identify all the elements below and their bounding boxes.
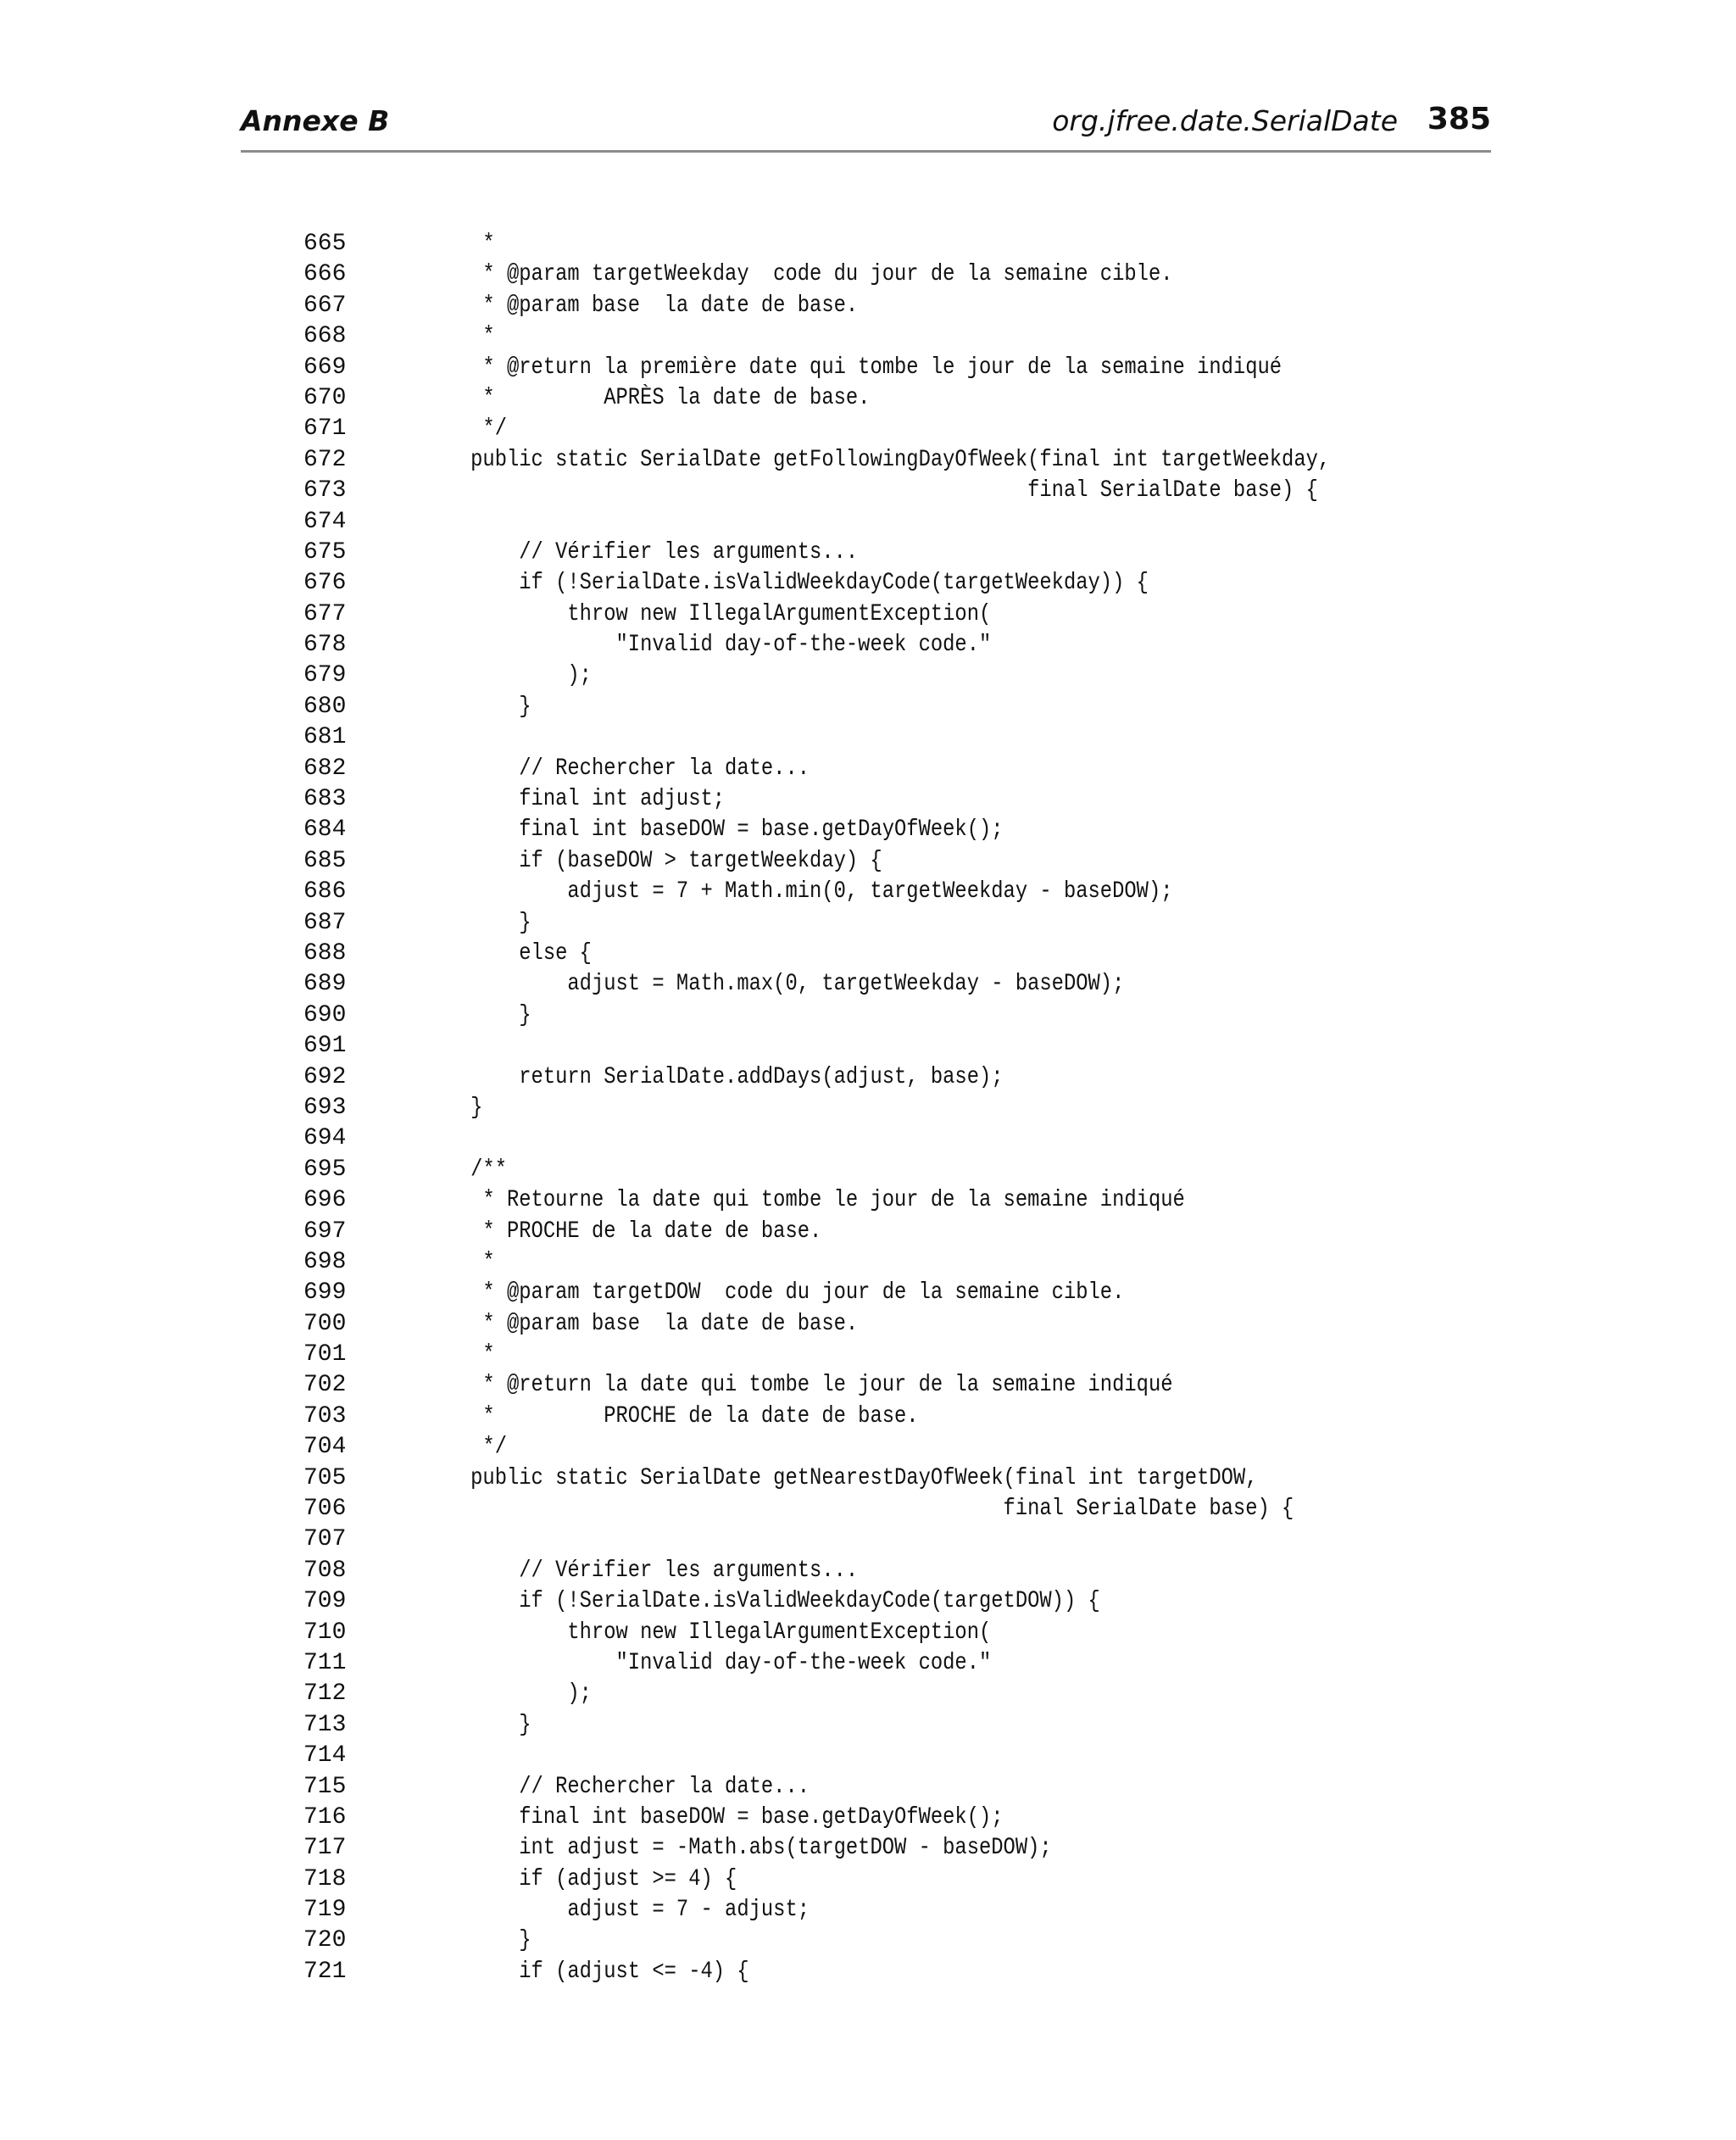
code-line — [303, 414, 1405, 444]
code-line — [303, 1833, 1405, 1864]
code-text: if (adjust >= 4) { — [422, 1865, 737, 1892]
code-text: * — [422, 1341, 495, 1368]
code-text: * @param base la date de base. — [422, 292, 859, 319]
running-title: org.jfree.date.SerialDate — [1052, 104, 1398, 137]
code-line — [303, 538, 1405, 568]
line-number: 672 — [303, 446, 347, 473]
code-text: int adjust = -Math.abs(targetDOW - baseDOW); — [422, 1835, 1052, 1862]
code-line — [303, 1803, 1405, 1833]
code-line — [303, 1957, 1405, 1987]
code-line — [303, 754, 1405, 784]
line-number: 701 — [303, 1341, 347, 1368]
code-text: public static SerialDate getFollowingDayOfWeek(final int targetWeekday, — [422, 446, 1331, 473]
line-number: 705 — [303, 1464, 347, 1491]
line-number: 665 — [303, 231, 347, 257]
code-line — [303, 507, 1405, 538]
code-line — [303, 445, 1405, 476]
line-number: 694 — [303, 1125, 347, 1152]
line-number: 700 — [303, 1310, 347, 1337]
code-text: if (baseDOW > targetWeekday) { — [422, 847, 882, 874]
line-number: 702 — [303, 1372, 347, 1399]
page-header — [241, 100, 1491, 142]
code-line — [303, 969, 1405, 1000]
code-text: } — [422, 909, 531, 936]
code-line — [303, 1494, 1405, 1524]
code-text: "Invalid day-of-the-week code." — [422, 632, 992, 659]
line-number: 682 — [303, 755, 347, 782]
code-text: */ — [422, 415, 507, 443]
code-text: final int baseDOW = base.getDayOfWeek(); — [422, 1803, 1004, 1831]
line-number: 680 — [303, 693, 347, 720]
code-text: // Vérifier les arguments... — [422, 538, 859, 566]
code-text: ); — [422, 1680, 592, 1708]
code-line — [303, 939, 1405, 969]
code-line — [303, 1432, 1405, 1463]
code-line — [303, 1062, 1405, 1093]
code-text: adjust = Math.max(0, targetWeekday - baseDOW); — [422, 971, 1125, 998]
line-number: 709 — [303, 1588, 347, 1615]
code-line — [303, 568, 1405, 599]
line-number: 697 — [303, 1218, 347, 1245]
code-line — [303, 1710, 1405, 1741]
line-number: 693 — [303, 1094, 347, 1121]
code-text — [422, 1741, 1258, 1771]
line-number: 667 — [303, 292, 347, 319]
code-text: * PROCHE de la date de base. — [422, 1402, 919, 1429]
line-number: 708 — [303, 1557, 347, 1584]
code-text: throw new IllegalArgumentException( — [422, 600, 992, 627]
code-text — [422, 507, 1258, 538]
code-line — [303, 1402, 1405, 1432]
line-number: 699 — [303, 1279, 347, 1307]
line-number: 676 — [303, 570, 347, 597]
code-text: if (!SerialDate.isValidWeekdayCode(targetDOW)) { — [422, 1588, 1100, 1615]
code-line — [303, 1618, 1405, 1648]
line-number: 714 — [303, 1742, 347, 1769]
code-line — [303, 1093, 1405, 1123]
code-text: } — [422, 1711, 531, 1738]
line-number: 679 — [303, 662, 347, 689]
line-number: 712 — [303, 1680, 347, 1708]
line-number: 689 — [303, 971, 347, 998]
line-number: 675 — [303, 538, 347, 566]
line-number: 715 — [303, 1773, 347, 1800]
code-line — [303, 1247, 1405, 1278]
line-number: 696 — [303, 1187, 347, 1214]
code-text: // Rechercher la date... — [422, 755, 810, 782]
code-line — [303, 1679, 1405, 1709]
code-line — [303, 1586, 1405, 1617]
code-text: * — [422, 323, 495, 350]
code-line — [303, 291, 1405, 321]
code-text: return SerialDate.addDays(adjust, base); — [422, 1063, 1004, 1090]
code-text: ); — [422, 662, 592, 689]
code-line — [303, 877, 1405, 907]
code-line — [303, 908, 1405, 939]
code-line — [303, 1123, 1405, 1154]
code-text: } — [422, 1001, 531, 1028]
line-number: 716 — [303, 1803, 347, 1831]
line-number: 707 — [303, 1526, 347, 1553]
code-text: else { — [422, 939, 592, 967]
code-line — [303, 1741, 1405, 1771]
code-text: } — [422, 1094, 483, 1121]
line-number: 673 — [303, 477, 347, 504]
code-line — [303, 1000, 1405, 1031]
code-line — [303, 259, 1405, 290]
line-number: 678 — [303, 632, 347, 659]
code-text: public static SerialDate getNearestDayOfWeek(final int targetDOW, — [422, 1464, 1258, 1491]
code-line — [303, 722, 1405, 753]
code-text: // Vérifier les arguments... — [422, 1557, 859, 1584]
code-text: * — [422, 231, 495, 257]
code-text: * @param targetWeekday code du jour de la semaine cible. — [422, 261, 1173, 288]
code-line — [303, 1648, 1405, 1679]
line-number: 687 — [303, 909, 347, 936]
line-number: 686 — [303, 878, 347, 906]
line-number: 711 — [303, 1649, 347, 1676]
chapter-label: Annexe B — [241, 104, 390, 137]
code-line — [303, 599, 1405, 630]
code-line — [303, 1370, 1405, 1401]
code-line — [303, 692, 1405, 722]
code-text — [422, 1123, 1258, 1154]
code-line — [303, 1895, 1405, 1925]
code-line — [303, 1925, 1405, 1956]
line-number: 704 — [303, 1434, 347, 1461]
line-number: 703 — [303, 1402, 347, 1429]
line-number: 710 — [303, 1619, 347, 1646]
line-number: 666 — [303, 261, 347, 288]
code-text: * @return la date qui tombe le jour de la semaine indiqué — [422, 1372, 1173, 1399]
code-text — [422, 1031, 1258, 1062]
code-text: } — [422, 1927, 531, 1954]
line-number: 670 — [303, 384, 347, 411]
code-line — [303, 1155, 1405, 1185]
line-number: 691 — [303, 1033, 347, 1060]
line-number: 719 — [303, 1897, 347, 1924]
code-text: * @param targetDOW code du jour de la semaine cible. — [422, 1279, 1125, 1307]
code-line — [303, 1864, 1405, 1895]
code-line — [303, 784, 1405, 815]
line-number: 683 — [303, 786, 347, 813]
line-number: 706 — [303, 1496, 347, 1523]
code-line — [303, 846, 1405, 877]
code-text: final SerialDate base) { — [422, 1496, 1294, 1523]
code-text: adjust = 7 + Math.min(0, targetWeekday - baseDOW); — [422, 878, 1173, 906]
line-number: 698 — [303, 1248, 347, 1275]
code-text: final SerialDate base) { — [422, 477, 1318, 504]
line-number: 695 — [303, 1156, 347, 1183]
code-line — [303, 1309, 1405, 1340]
code-line — [303, 815, 1405, 845]
code-text: * APRÈS la date de base. — [422, 384, 871, 411]
code-line — [303, 476, 1405, 506]
code-line — [303, 1556, 1405, 1586]
code-line — [303, 660, 1405, 691]
line-number: 692 — [303, 1063, 347, 1090]
line-number: 718 — [303, 1865, 347, 1892]
code-listing — [303, 229, 1405, 1987]
line-number: 713 — [303, 1711, 347, 1738]
code-text: // Rechercher la date... — [422, 1773, 810, 1800]
line-number: 717 — [303, 1835, 347, 1862]
code-text: final int adjust; — [422, 786, 726, 813]
code-line — [303, 353, 1405, 383]
code-text — [422, 722, 1258, 753]
code-line — [303, 1463, 1405, 1494]
header-rule — [241, 150, 1491, 153]
code-text: if (!SerialDate.isValidWeekdayCode(targetWeekday)) { — [422, 570, 1149, 597]
code-text: } — [422, 693, 531, 720]
code-text: * @return la première date qui tombe le jour de la semaine indiqué — [422, 354, 1283, 381]
code-text: * Retourne la date qui tombe le jour de la semaine indiqué — [422, 1187, 1185, 1214]
line-number: 688 — [303, 939, 347, 967]
code-text: * @param base la date de base. — [422, 1310, 859, 1337]
code-line — [303, 1524, 1405, 1555]
line-number: 669 — [303, 354, 347, 381]
code-text: * — [422, 1248, 495, 1275]
code-line — [303, 383, 1405, 414]
code-text — [422, 1524, 1258, 1555]
code-line — [303, 1340, 1405, 1370]
code-line — [303, 229, 1405, 259]
code-text: if (adjust <= -4) { — [422, 1958, 749, 1985]
code-line — [303, 630, 1405, 660]
line-number: 681 — [303, 724, 347, 751]
code-text: /** — [422, 1156, 507, 1183]
code-line — [303, 1772, 1405, 1803]
line-number: 668 — [303, 323, 347, 350]
code-line — [303, 1031, 1405, 1062]
line-number: 671 — [303, 415, 347, 443]
code-text: "Invalid day-of-the-week code." — [422, 1649, 992, 1676]
code-line — [303, 321, 1405, 352]
code-text: final int baseDOW = base.getDayOfWeek(); — [422, 816, 1004, 844]
code-line — [303, 1278, 1405, 1308]
code-text: * PROCHE de la date de base. — [422, 1218, 822, 1245]
line-number: 684 — [303, 816, 347, 844]
line-number: 690 — [303, 1001, 347, 1028]
line-number: 721 — [303, 1958, 347, 1985]
line-number: 685 — [303, 847, 347, 874]
code-line — [303, 1217, 1405, 1247]
line-number: 720 — [303, 1927, 347, 1954]
code-text: adjust = 7 - adjust; — [422, 1897, 810, 1924]
page-number: 385 — [1427, 102, 1491, 137]
code-text: */ — [422, 1434, 507, 1461]
code-text: throw new IllegalArgumentException( — [422, 1619, 992, 1646]
line-number: 677 — [303, 600, 347, 627]
code-line — [303, 1185, 1405, 1216]
line-number: 674 — [303, 508, 347, 535]
